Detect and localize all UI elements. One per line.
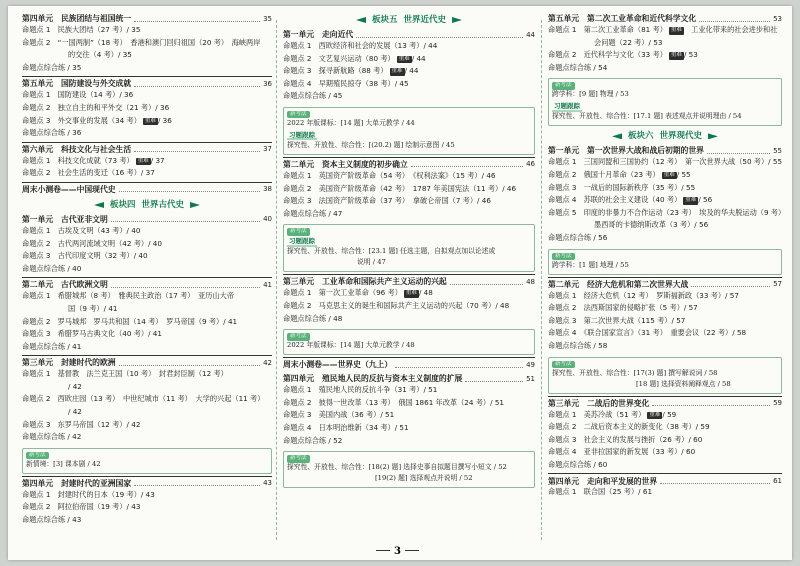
key-badge: 重难 — [391, 68, 403, 75]
topic-item: 墨西哥的卡德纳斯改革（3 考）/ 56 — [594, 220, 709, 230]
topic-item: 命题点 1 第一次工业革命（96 考） 重难 / 48 — [283, 288, 433, 298]
topic-item: 命题点 1 联合国（25 考）/ 61 — [548, 487, 653, 497]
topic-item: 命题点 1 古埃及文明（43 考）/ 40 — [22, 225, 141, 235]
new-method-box — [283, 224, 535, 272]
key-badge: 重难 — [685, 197, 697, 204]
topic-item: 命题点 2 社会生活的变迁（16 考）/ 37 — [22, 168, 155, 178]
topic-item: 命题点 3 法国资产阶级革命（37 考） 拿破仑帝国（7 考）/ 46 — [283, 196, 491, 206]
topic-item: 命题点 1 第二次工业革命（81 考） 重难 工业化带来的社会进步和社 — [548, 25, 778, 34]
topic-item: 命题点 1 西欧经济和社会的发展（13 考）/ 44 — [283, 41, 438, 50]
unit-heading: 第三单元 二战后的世界变化 59 — [548, 396, 782, 411]
unit-heading: 第二单元 古代欧洲文明 41 — [22, 277, 272, 292]
topic-item: 命题点 3 美国内战（36 考）/ 51 — [283, 410, 395, 420]
key-badge: 重难 — [405, 290, 417, 297]
column-divider — [276, 20, 277, 540]
box-text: 2022 年版课标：[14 题] 大单元教学 / 44 — [287, 118, 415, 127]
unit-heading: 第六单元 科技文化与社会生活 37 — [22, 142, 272, 157]
topic-item: 命题点 2 独立自主的和平外交（21 考）/ 36 — [22, 102, 170, 112]
topic-item: 命题点 2 马克思主义的诞生和国际共产主义运动的兴起（70 考）/ 48 — [283, 300, 510, 310]
unit-heading: 第二单元 经济大危机和第二次世界大战 57 — [548, 277, 782, 292]
topic-item: 命题点 1 基督教 法兰克王国（10 考） 封君封臣制（12 考） — [22, 369, 228, 379]
unit-heading: 第四单元 封建时代的亚洲国家 43 — [22, 476, 272, 491]
section-plate: 板块四 世界古代史 — [22, 197, 272, 213]
topic-item: 命题点 3 东罗马帝国（12 考）/ 42 — [22, 419, 141, 429]
key-badge: 重难 — [398, 55, 410, 62]
topic-item: 命题点 1 英国资产阶级革命（54 考） 《权利法案》（15 考）/ 46 — [283, 170, 496, 180]
summary-item: 命题点综合练 / 56 — [548, 232, 608, 242]
unit-heading: 第四单元 民族团结与祖国统一 35 — [22, 14, 272, 24]
section-plate: 板块五 世界近代史 — [283, 12, 535, 28]
box-text: 跨学科：[9 题] 物理 / 53 — [552, 90, 629, 99]
topic-item: 命题点 1 民族大团结（27 考）/ 35 — [22, 25, 141, 34]
topic-item: 命题点 2 美国资产阶级革命（42 考） 1787 年美国宪法（11 考）/ 46 — [283, 183, 517, 193]
topic-item: / 42 — [68, 381, 82, 391]
toc-column-1 — [22, 12, 272, 529]
key-badge: 重难 — [670, 27, 682, 33]
page-number: 3 — [372, 546, 423, 557]
topic-item: 命题点 1 国防建设（14 考）/ 36 — [22, 90, 134, 100]
topic-item: 命题点 2 近代科学与文化（33 考） 重难 / 53 — [548, 50, 698, 60]
key-badge: 重难 — [670, 52, 682, 59]
section-plate: 板块六 世界现代史 — [548, 128, 782, 144]
plate-left-icon — [356, 17, 366, 23]
box-text: 说明 / 47 — [357, 258, 386, 267]
exercise-track-tag: 习题跟踪 — [289, 130, 315, 139]
new-method-box — [548, 249, 782, 275]
summary-item: 命题点综合练 / 54 — [548, 62, 608, 72]
new-method-box — [283, 329, 535, 355]
topic-item: 命题点 2 “一国两制”（18 考） 香港和澳门回归祖国（20 考） 海峡两岸 — [22, 37, 261, 47]
topic-item: 命题点 3 一战后的国际新秩序（35 考）/ 55 — [548, 182, 696, 192]
summary-item: 命题点综合练 / 42 — [22, 432, 82, 442]
unit-heading: 第五单元 国防建设与外交成就 36 — [22, 76, 272, 91]
toc-column-3 — [548, 12, 786, 501]
new-method-tag: 新考法 — [552, 82, 575, 90]
topic-item: 命题点 3 外交事业的发展（34 考） 重难 / 36 — [22, 115, 172, 125]
box-text: 探究性、开放性、综合性：[23.1 题] 任选主题，自拟观点加以论述或 — [287, 247, 496, 256]
unit-heading: 第一单元 走向近代 44 — [283, 30, 535, 40]
summary-item: 命题点综合练 / 47 — [283, 208, 343, 218]
topic-item: 命题点 4 《联合国家宣言》（31 考） 重要会议（22 考）/ 58 — [548, 328, 747, 338]
topic-item: 命题点 1 封建时代的日本（19 考）/ 43 — [22, 489, 155, 499]
topic-item: 命题点 2 俄国十月革命（23 考） 重难 / 55 — [548, 169, 691, 179]
topic-item: 命题点 1 美苏冷战（51 考） 重难 / 59 — [548, 409, 677, 419]
summary-item: 命题点综合练 / 45 — [283, 91, 343, 101]
summary-item: 命题点综合练 / 41 — [22, 341, 82, 351]
topic-item: 命题点 1 希腊城邦（8 考） 雅典民主政治（17 考） 亚历山大帝 — [22, 291, 235, 301]
summary-item: 命题点综合练 / 48 — [283, 313, 343, 323]
box-text: 探究性、开放性、综合性：[17.1 题] 表述观点并说明理由 / 54 — [552, 112, 742, 121]
unit-heading: 第一单元 古代亚非文明 40 — [22, 215, 272, 225]
summary-item: 命题点综合练 / 52 — [283, 435, 343, 445]
topic-item: 命题点 3 社会主义的发展与挫折（26 考）/ 60 — [548, 434, 703, 444]
summary-item: 命题点综合练 / 36 — [22, 128, 82, 138]
new-method-tag: 新考法 — [26, 452, 49, 460]
plate-left-icon — [612, 133, 622, 139]
topic-item: 命题点 2 罗马城邦 罗马共和国（14 考） 罗马帝国（9 考）/ 41 — [22, 316, 238, 326]
topic-item: 命题点 4 苏联的社会主义建设（40 考） 重难 / 56 — [548, 195, 713, 205]
plate-right-icon — [708, 133, 718, 139]
box-text: 2022 年版课标：[14 题] 大单元教学 / 48 — [287, 341, 415, 350]
box-text: 探究性、开放性、综合性：[17(3) 题] 撰写解说词 / 58 — [552, 368, 718, 377]
topic-item: / 42 — [68, 407, 82, 417]
topic-item: 命题点 4 早期殖民掠夺（38 考）/ 45 — [283, 78, 409, 88]
new-method-tag: 新考法 — [287, 455, 310, 463]
exercise-track-tag: 习题跟踪 — [554, 102, 580, 111]
box-text: [19(2) 题] 选择观点并说明 / 52 — [375, 474, 473, 483]
topic-item: 命题点 3 希腊罗马古典文化（40 考）/ 41 — [22, 329, 162, 339]
new-method-box — [548, 78, 782, 126]
unit-heading: 第四单元 殖民地人民的反抗与资本主义制度的扩展 51 — [283, 374, 535, 384]
new-method-box — [283, 451, 535, 488]
exercise-track-tag: 习题跟踪 — [289, 237, 315, 246]
unit-heading: 第一单元 第一次世界大战和战后初期的世界 55 — [548, 146, 782, 156]
toc-column-2 — [283, 12, 535, 490]
topic-item: 命题点 3 第二次世界大战（115 考）/ 57 — [548, 315, 686, 325]
topic-item: 命题点 2 二战后资本主义的新变化（38 考）/ 59 — [548, 422, 710, 432]
box-text: 跨学科：[1 题] 地理 / 55 — [552, 260, 629, 269]
box-text: 探究性、开放性、综合性：[(20.2) 题] 绘制示意图 / 45 — [287, 140, 455, 149]
topic-item: 命题点 5 印度的非暴力不合作运动（23 考） 埃及的华夫脱运动（9 考） — [548, 207, 786, 217]
weekend-test-heading: 周末小测卷——中国现代史 38 — [22, 182, 272, 197]
topic-item: 命题点 1 科技文化成就（73 考） 重难 / 37 — [22, 155, 165, 165]
topic-item: 命题点 2 法西斯国家的侵略扩张（5 考）/ 57 — [548, 303, 698, 313]
summary-item: 命题点综合练 / 58 — [548, 340, 608, 350]
topic-item: 的交往（4 考）/ 35 — [68, 50, 132, 60]
new-method-tag: 新考法 — [287, 228, 310, 236]
topic-item: 命题点 3 探寻新航路（88 考） 重难 / 44 — [283, 66, 419, 76]
new-method-box — [22, 448, 272, 474]
topic-item: 命题点 1 三国同盟和三国协约（12 考） 第一次世界大战（50 考）/ 55 — [548, 157, 783, 167]
toc-page — [8, 6, 792, 560]
summary-item: 命题点综合练 / 40 — [22, 263, 82, 273]
key-badge: 重难 — [663, 171, 675, 178]
topic-item: 命题点 2 文艺复兴运动（80 考） 重难 / 44 — [283, 53, 426, 63]
plate-right-icon — [452, 17, 462, 23]
plate-left-icon — [94, 202, 104, 208]
box-text: 探究性、开放性、综合性：[18(2) 题] 选择史事自拟题目撰写小短文 / 52 — [287, 463, 507, 472]
topic-item: 命题点 4 日本明治维新（34 考）/ 51 — [283, 422, 409, 432]
topic-item: 会问题（22 考）/ 53 — [594, 37, 663, 47]
summary-item: 命题点综合练 / 43 — [22, 515, 82, 525]
summary-item: 命题点综合练 / 35 — [22, 62, 82, 72]
new-method-tag: 新考法 — [552, 253, 575, 261]
weekend-test-heading: 周末小测卷——世界史（九上） 49 — [283, 357, 535, 372]
topic-item: 命题点 1 经济大危机（12 考） 罗斯福新政（33 考）/ 57 — [548, 290, 739, 300]
topic-item: 国（9 考）/ 41 — [68, 303, 118, 313]
topic-item: 命题点 3 古代印度文明（32 考）/ 40 — [22, 251, 148, 261]
unit-heading: 第三单元 封建时代的欧洲 42 — [22, 355, 272, 370]
box-text: [18 题] 选择资料阐释观点 / 58 — [636, 379, 731, 388]
key-badge: 重难 — [144, 117, 156, 124]
new-method-box — [283, 107, 535, 155]
topic-item: 命题点 2 古代两河流域文明（42 考）/ 40 — [22, 238, 162, 248]
topic-item: 命题点 4 亚非拉国家的新发展（33 考）/ 60 — [548, 447, 696, 457]
key-badge: 重难 — [137, 157, 149, 164]
unit-heading: 第二单元 资本主义制度的初步确立 46 — [283, 157, 535, 172]
new-method-tag: 新考法 — [287, 333, 310, 341]
key-badge: 重难 — [649, 411, 661, 418]
plate-right-icon — [190, 202, 200, 208]
topic-item: 命题点 2 阿拉伯帝国（19 考）/ 43 — [22, 502, 141, 512]
topic-item: 命题点 1 殖民地人民的反抗斗争（31 考）/ 51 — [283, 385, 438, 395]
summary-item: 命题点综合练 / 60 — [548, 459, 608, 469]
topic-item: 命题点 2 彼得一世改革（13 考） 俄国 1861 年改革（24 考）/ 51 — [283, 397, 504, 407]
unit-heading: 第三单元 工业革命和国际共产主义运动的兴起 48 — [283, 274, 535, 289]
new-method-tag: 新考法 — [552, 361, 575, 369]
unit-heading: 第四单元 走向和平发展的世界 61 — [548, 473, 782, 488]
box-text: 新情境：[3] 课本剧 / 42 — [26, 459, 101, 468]
new-method-tag: 新考法 — [287, 111, 310, 119]
new-method-box — [548, 357, 782, 394]
column-divider — [541, 20, 542, 540]
topic-item: 命题点 2 西欧庄园（13 考） 中世纪城市（11 考） 大学的兴起（11 考） — [22, 394, 265, 404]
unit-heading: 第五单元 第二次工业革命和近代科学文化 53 — [548, 14, 782, 24]
